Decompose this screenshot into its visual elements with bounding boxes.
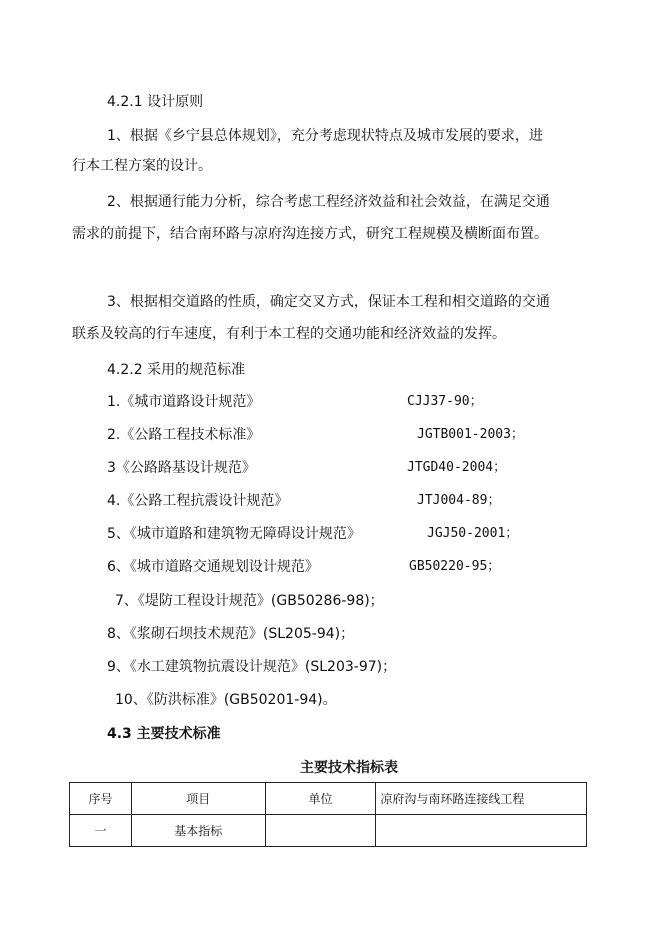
standard-name: 5、《城市道路和建筑物无障碍设计规范》: [107, 526, 361, 542]
standard-name: 3《公路路基设计规范》: [107, 460, 256, 476]
standard-inline: 8、《浆砌石坝技术规范》(SL205-94)；: [107, 626, 355, 642]
standard-code: JTJ004-89；: [417, 493, 501, 508]
standard-inline: 7、《堤防工程设计规范》(GB50286-98)；: [115, 593, 384, 609]
section-heading-43: 4.3 主要技术标准: [107, 726, 221, 742]
paragraph-3-line-1: 3、根据相交道路的性质，确定交叉方式，保证本工程和相交道路的交通: [107, 294, 550, 310]
standard-inline: 9、《水工建筑物抗震设计规范》(SL203-97)；: [107, 659, 397, 675]
standard-code: JTGD40-2004；: [407, 460, 507, 475]
standard-code: JGJ50-2001；: [427, 526, 519, 541]
table-header-row: [70, 783, 587, 815]
header-cell-index: 序号: [70, 783, 132, 815]
standard-name: 2.《公路工程技术标准》: [107, 427, 261, 443]
standard-code: GB50220-95；: [409, 559, 501, 574]
paragraph-3-line-2: 联系及较高的行车速度，有利于本工程的交通功能和经济效益的发挥。: [72, 326, 506, 342]
table-cell: 一: [70, 815, 132, 847]
standard-name: 1.《城市道路设计规范》: [107, 394, 261, 410]
standard-code: CJJ37-90；: [407, 394, 483, 409]
technical-indicator-table: [69, 782, 587, 847]
paragraph-1-line-1: 1、根据《乡宁县总体规划》，充分考虑现状特点及城市发展的要求，进: [107, 128, 543, 144]
table-cell: [376, 815, 587, 847]
paragraph-1-line-2: 行本工程方案的设计。: [72, 158, 212, 174]
table-cell: [265, 815, 376, 847]
header-cell-project: 凉府沟与南环路连接线工程: [376, 783, 587, 815]
paragraph-2-line-1: 2、根据通行能力分析，综合考虑工程经济效益和社会效益，在满足交通: [107, 194, 550, 210]
standard-name: 4.《公路工程抗震设计规范》: [107, 493, 289, 509]
paragraph-2-line-2: 需求的前提下，结合南环路与凉府沟连接方式，研究工程规模及横断面布置。: [72, 226, 548, 242]
table-title: 主要技术指标表: [300, 760, 398, 776]
section-heading-422: 4.2.2 采用的规范标准: [107, 362, 246, 378]
standard-name: 6、《城市道路交通规划设计规范》: [107, 559, 319, 575]
table-row: [70, 815, 587, 847]
header-cell-unit: 单位: [265, 783, 376, 815]
standard-inline: 10、《防洪标准》(GB50201-94)。: [115, 692, 337, 708]
header-cell-item: 项目: [131, 783, 265, 815]
standard-code: JGTB001-2003；: [417, 427, 524, 442]
section-heading-421: 4.2.1 设计原则: [107, 94, 204, 110]
table-cell: 基本指标: [131, 815, 265, 847]
